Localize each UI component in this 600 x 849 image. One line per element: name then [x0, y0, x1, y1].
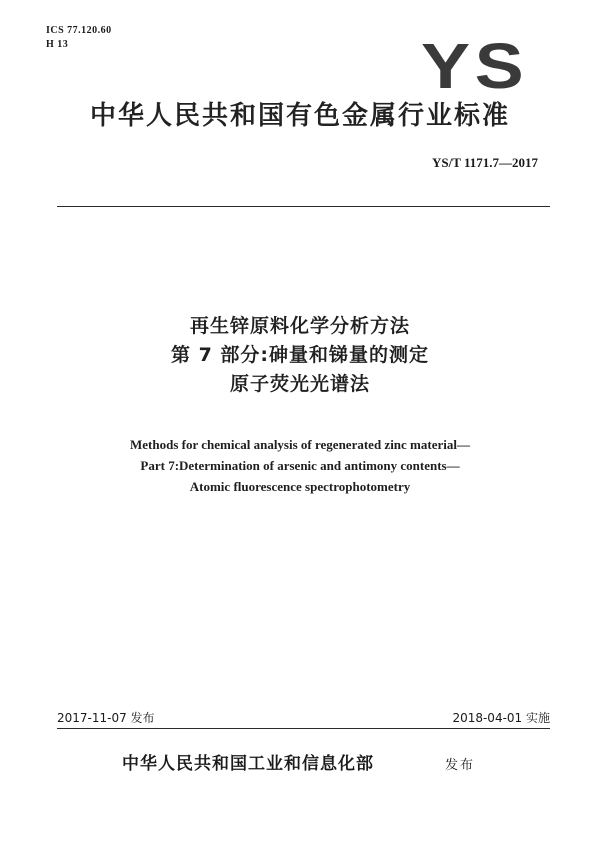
english-title-line-2: Part 7:Determination of arsenic and antimony contents— — [140, 458, 460, 473]
english-title — [0, 434, 600, 497]
issuing-authority: 中华人民共和国工业和信息化部 — [122, 754, 374, 774]
chinese-title-line-3: 原子荧光光谱法 — [229, 373, 370, 395]
chinese-title-line-1: 再生锌原料化学分析方法 — [189, 315, 410, 337]
issue-date: 2017-11-07 发布 — [57, 711, 155, 725]
classification-codes — [46, 24, 112, 52]
chinese-title-line-2: 第 7 部分:砷量和锑量的测定 — [170, 344, 430, 366]
ys-logo: YS — [420, 30, 528, 102]
issuing-authority-suffix: 发布 — [445, 758, 476, 773]
ics-code: ICS 77.120.60 — [46, 25, 112, 36]
ccs-code: H 13 — [46, 39, 69, 50]
english-title-line-1: Methods for chemical analysis of regenerated zinc material— — [130, 437, 470, 452]
top-divider — [57, 206, 550, 207]
chinese-title — [0, 312, 600, 399]
standard-authority-title: 中华人民共和国有色金属行业标准 — [89, 101, 510, 131]
bottom-divider — [57, 728, 550, 729]
english-title-line-3: Atomic fluorescence spectrophotometry — [189, 479, 411, 494]
standard-number: YS/T 1171.7—2017 — [432, 155, 538, 170]
implementation-date: 2018-04-01 实施 — [452, 711, 550, 725]
